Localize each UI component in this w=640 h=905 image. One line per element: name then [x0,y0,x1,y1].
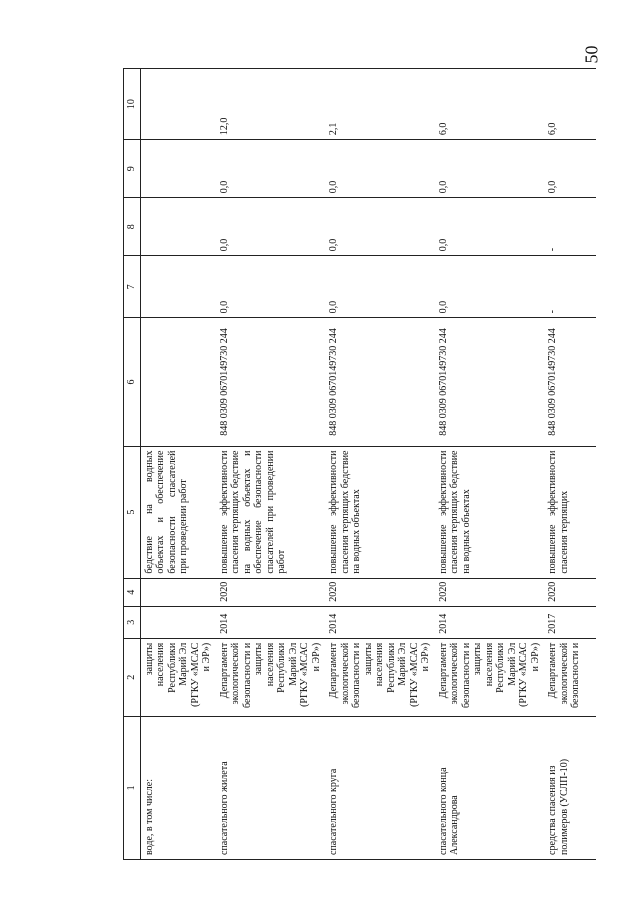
value-col-8: 0,0 [325,198,435,256]
value-col-7: 0,0 [325,256,435,318]
budget-code: 848 0309 0670149730 244 [216,318,326,446]
column-header: 10 [124,69,141,140]
value-col-9 [140,140,216,198]
table-row [325,69,435,860]
value-col-9: 0,0 [435,140,545,198]
value-col-8: 0,0 [216,198,326,256]
column-number-row [124,69,141,860]
expected-result: повышение эффективности спасения терпящих бедствие на водных объектах [325,446,435,578]
column-header: 3 [124,606,141,638]
value-col-10 [140,69,216,140]
value-col-8 [140,198,216,256]
item-name: спасательного круга [325,716,435,859]
responsible-executor: Департамент экологической безопасности и защиты населения Республики Марий Эл (РГКУ «МСАС и ЭР») [216,638,326,716]
end-year: 2020 [544,578,596,606]
value-col-9: 0,0 [544,140,596,198]
value-col-7: - [544,256,596,318]
value-col-9: 0,0 [216,140,326,198]
table-row [140,69,216,860]
table-row [435,69,545,860]
column-header: 4 [124,578,141,606]
expected-result: повышение эффективности спасения терпящих бедствие на водных объектах и обеспечение безопасности спасателей при проведении работ [216,446,326,578]
budget-table [123,68,596,860]
start-year: 2014 [216,606,326,638]
item-name: спасательного конца Александрова [435,716,545,859]
value-col-7: 0,0 [435,256,545,318]
responsible-executor: Департамент экологической безопасности и защиты населения Республики Марий Эл (РГКУ «МСАС и ЭР») [435,638,545,716]
responsible-executor: Департамент экологической безопасности и [544,638,596,716]
value-col-10: 12,0 [216,69,326,140]
budget-code: 848 0309 0670149730 244 [544,318,596,446]
end-year [140,578,216,606]
responsible-executor: защиты населения Республики Марий Эл (РГКУ «МСАС и ЭР») [140,638,216,716]
expected-result: повышение эффективности спасения терпящих бедствие на водных объектах [435,446,545,578]
responsible-executor: Департамент экологической безопасности и защиты населения Республики Марий Эл (РГКУ «МСАС и ЭР») [325,638,435,716]
page-number: 50 [581,45,602,64]
column-header: 9 [124,140,141,198]
value-col-7 [140,256,216,318]
start-year: 2014 [435,606,545,638]
end-year: 2020 [216,578,326,606]
end-year: 2020 [435,578,545,606]
value-col-8: - [544,198,596,256]
rotated-table-block [123,68,587,860]
expected-result: бедствие на водных объектах и обеспечение безопасности спасателей при проведении работ [140,446,216,578]
item-name: воде, в том числе: [140,716,216,859]
expected-result: повышение эффективности спасения терпящих [544,446,596,578]
value-col-10: 6,0 [435,69,545,140]
value-col-7: 0,0 [216,256,326,318]
value-col-10: 6,0 [544,69,596,140]
start-year: 2014 [325,606,435,638]
budget-code: 848 0309 0670149730 244 [325,318,435,446]
column-header: 5 [124,446,141,578]
value-col-8: 0,0 [435,198,545,256]
start-year [140,606,216,638]
column-header: 8 [124,198,141,256]
column-header: 6 [124,318,141,446]
item-name: средства спасения из полимеров (УСЛП-10) [544,716,596,859]
value-col-9: 0,0 [325,140,435,198]
budget-code [140,318,216,446]
column-header: 1 [124,716,141,859]
end-year: 2020 [325,578,435,606]
table-row [216,69,326,860]
value-col-10: 2,1 [325,69,435,140]
column-header: 7 [124,256,141,318]
budget-code: 848 0309 0670149730 244 [435,318,545,446]
table-row [544,69,596,860]
start-year: 2017 [544,606,596,638]
column-header: 2 [124,638,141,716]
item-name: спасательного жилета [216,716,326,859]
